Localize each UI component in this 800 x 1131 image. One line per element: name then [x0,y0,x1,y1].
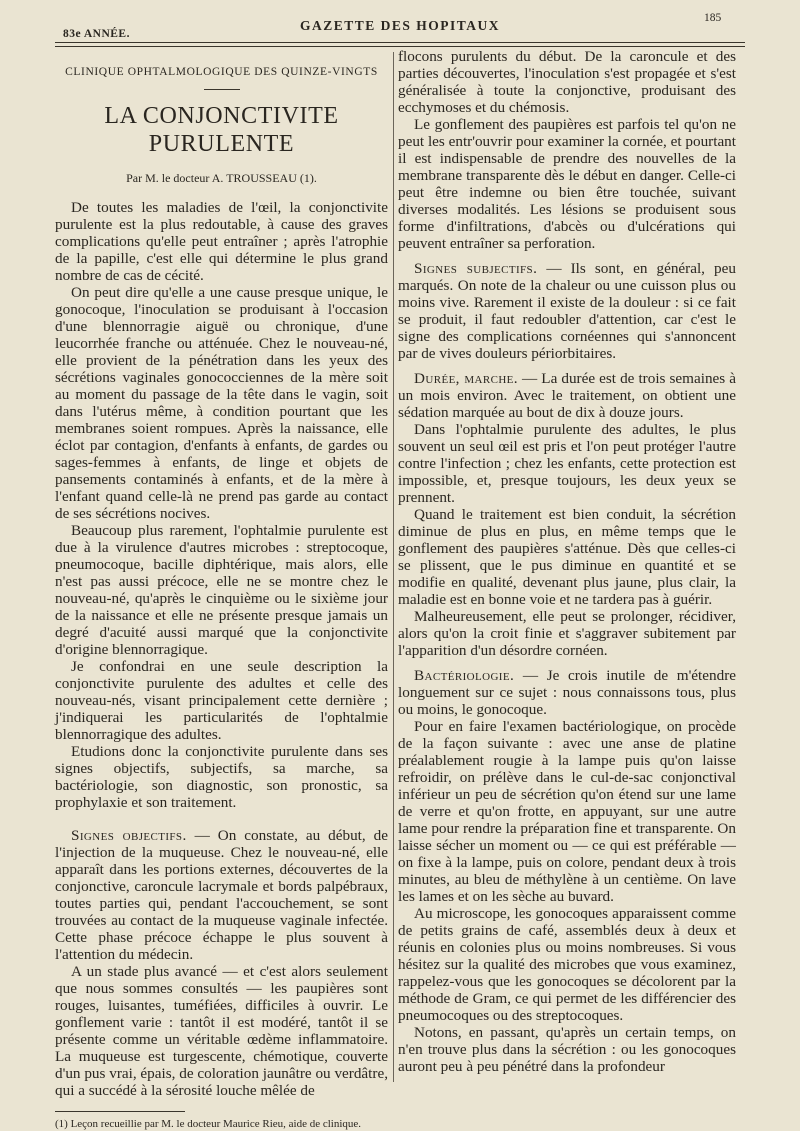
left-column [55,58,388,1131]
paragraph: Notons, en passant, qu'après un certain temps, on n'en trouve plus dans la sécrétion : ou les gonocoques auront peu à peu pénétré dans la profondeur [398,1024,736,1075]
spacer [398,362,736,370]
spacer [55,811,388,827]
right-column [398,48,736,1075]
article-title: LA CONJONCTIVITE PURULENTE [104,103,339,157]
subsection-heading: Signes objectifs. [71,827,187,844]
spacer [398,252,736,260]
title-rule [204,89,240,90]
issue-year: 83e ANNÉE. [63,28,130,40]
paragraph: A un stade plus avancé — et c'est alors seulement que nous sommes consultés — les paupières sont rouges, luisantes, tuméfiées, difficiles à ouvrir. Le gonflement varie : tantôt il est modéré, tantôt il se présente comme un véritable œdème inflammatoire. La muqueuse est turgescente, chémotique, couverte d'un pus vrai, épais, de coloration jaunâtre ou verdâtre, qui a succédé à la sérosité louche mêlée de [55,963,388,1099]
subsection-heading: Durée, marche. [414,370,518,387]
column-divider [393,52,394,1082]
paragraph: Malheureusement, elle peut se prolonger, récidiver, alors qu'on la croit finie et s'aggraver subitement par l'apparition d'un désordre cornéen. [398,608,736,659]
journal-name: GAZETTE DES HOPITAUX [299,18,501,33]
paragraph: flocons purulents du début. De la caroncule et des parties découvertes, l'inoculation s'est propagée et s'est généralisée à toute la conjonctive, produisant des ecchymoses et du chémosis. [398,48,736,116]
paragraph: Je confondrai en une seule description la conjonctivite purulente des adultes et celle des nouveau-nés, visant principalement cette dernière ; j'indiquerai les particularités de l'ophtalmie blennorragique des adultes. [55,658,388,743]
paragraph: Pour en faire l'examen bactériologique, on procède de la façon suivante : avec une anse de platine préalablement rougie à la lampe puis qu'on laisse refroidir, on prélève dans le cul-de-sac conjonctival inférieur un peu de sécrétion qu'on étend sur une lame de verre et qu'on frotte, en appuyant, sur une autre lame pour rendre la préparation fine et transparente. On laisse sécher un moment ou — ce qui est préférable — on fixe à la lampe, puis on colore, pendant deux à trois minutes, au bleu de méthylène à un centième. On lave les lames et on les sèche au buvard. [398,718,736,905]
footnote-rule [55,1111,185,1112]
paragraph: Au microscope, les gonocoques apparaissent comme de petits grains de café, assemblés deux à deux et réunis en colonies plus ou moins nombreuses. Si vous hésitez sur la qualité des microbes que vous examinez, rappelez-vous que les gonocoques se décolorent par la méthode de Gram, ce qui permet de les différencier des pneumocoques ou des streptocoques. [398,905,736,1024]
spacer [398,659,736,667]
subsection-heading: Signes subjectifs. [414,260,538,277]
paragraph-text: — La durée est de trois semaines à un mois environ. Avec le traitement, on obtient une sédation marquée au bout de dix à douze jours. [398,370,736,421]
header-rule-thin [55,46,745,47]
paragraph: Etudions donc la conjonctivite purulente dans ses signes objectifs, subjectifs, sa marche, sa bactériologie, son diagnostic, son pronostic, sa prophylaxie et son traitement. [55,743,388,811]
section-heading: CLINIQUE OPHTALMOLOGIQUE DES QUINZE-VINGTS [65,66,378,78]
paragraph-text: — On constate, au début, de l'injection de la muqueuse. Chez le nouveau-né, elle apparaît dans les portions externes, découvertes de la conjonctive, caroncule lacrymale et bords palpébraux, toutes parties qui, pendant l'accouchement, se sont trouvées au contact de la muqueuse vaginale infectée. Cette phase précoce échappe le plus souvent à l'attention du médecin. [55,827,388,963]
paragraph-signes-subjectifs [398,260,736,362]
paragraph-duree-marche [398,370,736,421]
article-byline: Par M. le docteur A. TROUSSEAU (1). [126,171,317,185]
footnote: (1) Leçon recueillie par M. le docteur Maurice Rieu, aide de clinique. [55,1118,362,1130]
paragraph-text: — Je crois inutile de m'étendre longuement sur ce sujet : nous connaissons tous, plus ou moins, le gonocoque. [398,667,736,718]
header-rule [55,42,745,43]
paragraph: On peut dire qu'elle a une cause presque unique, le gonocoque, l'inoculation se produisant à l'occasion d'une blennorragie aiguë ou chronique, d'une leucorrhée franche ou atténuée. Chez le nouveau-né, elle provient de la pénétration dans les yeux des sécrétions vaginales gonococciennes de la mère soit au moment du passage de la tête dans le vagin, soit dans l'utérus même, à condition pourtant que les membranes soient rompues. Après la naissance, elle éclot par contagion, d'enfants à enfants, de gardes ou sages-femmes à enfants, de linge et objets de pansements contaminés à enfants, et de la mère à l'enfant quand celle-là ne prend pas garde au contact de ses sécrétions nocives. [55,284,388,522]
paragraph: Beaucoup plus rarement, l'ophtalmie purulente est due à la virulence d'autres microbes : streptocoque, pneumocoque, bacille diphtérique, mais alors, elle n'est pas aussi précoce, elle ne se montre chez le nouveau-né, qu'après le cinquième ou le sixième jour de la naissance et elle ne présente presque jamais un degré d'acuité aussi marqué que la conjonctivite d'origine blennorragique. [55,522,388,658]
paragraph-text: — Ils sont, en général, peu marqués. On note de la chaleur ou une cuisson plus ou moins vive. Rarement il existe de la douleur : si ce fait se produit, il faut redoubler d'attention, car c'est le signe des complications cornéennes qui s'annoncent par de vives douleurs périorbitaires. [398,260,736,362]
page-number: 185 [704,12,722,24]
paragraph: Quand le traitement est bien conduit, la sécrétion diminue de plus en plus, en même temps que le gonflement des paupières s'atténue. Dès que celles-ci se plissent, que le pus diminue en quantité et se modifie en qualité, devenant plus jaune, plus clair, la maladie est en bonne voie et ne tardera pas à guérir. [398,506,736,608]
paragraph: Dans l'ophtalmie purulente des adultes, le plus souvent un seul œil est pris et l'on peut protéger l'autre contre l'infection ; chez les enfants, cette protection est impossible, et, presque toujours, les deux yeux se prennent. [398,421,736,506]
subsection-heading: Bactériologie. [414,667,515,684]
paragraph: De toutes les maladies de l'œil, la conjonctivite purulente est la plus redoutable, à cause des graves complications qu'elle peut entraîner ; après l'atrophie de la papille, c'est elle qui détermine le plus grand nombre de cas de cécité. [55,199,388,284]
paragraph: Le gonflement des paupières est parfois tel qu'on ne peut les entr'ouvrir pour examiner la cornée, et pourtant il est indispensable de prendre des nouvelles de la membrane transparente dès le début en danger. Celle-ci peut être indemne ou bien être touchée, suivant diverses modalités. Les lésions se produisent sous forme d'infiltrations, d'abcès ou d'ulcérations qui peuvent entraîner sa perforation. [398,116,736,252]
paragraph-bacteriologie [398,667,736,718]
paragraph-signes-objectifs [55,827,388,963]
